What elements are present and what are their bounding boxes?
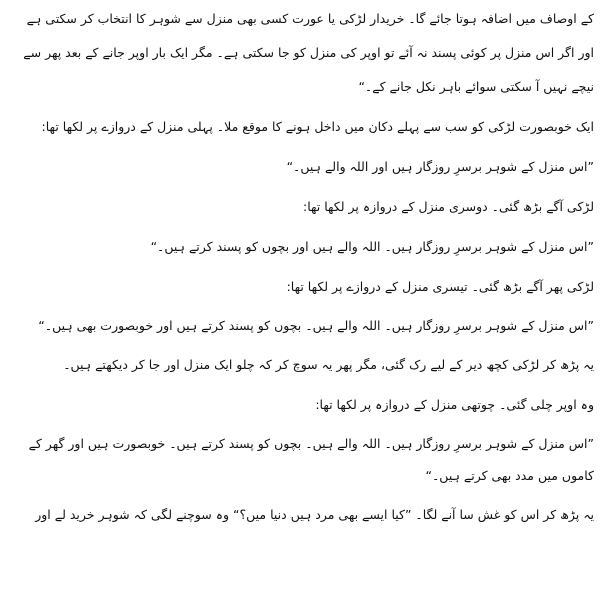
paragraph-floor-4-intro: وہ اوپر چلی گئی۔ چوتھی منزل کے دروازہ پر لکھا تھا:: [315, 397, 594, 412]
paragraph-floor-3-intro: لڑکی پھر آگے بڑھ گئی۔ تیسری منزل کے دروازے پر لکھا تھا:: [286, 279, 594, 294]
paragraph-girl-enters: ایک خوبصورت لڑکی کو سب سے پہلے دکان میں داخل ہونے کا موقع ملا۔ پہلی منزل کے دروازے پر لکھا تھا:: [41, 119, 594, 134]
paragraph-floor-1-sign: ”اس منزل کے شوہر برسرِ روزگار ہیں اور اللہ والے ہیں۔“: [286, 159, 594, 174]
paragraph-girl-faints: یہ پڑھ کر اس کو غش سا آنے لگا۔ ”کیا ایسے بھی مرد ہیں دنیا میں؟“ وہ سوچنے لگی کہ شوہر خرید لے اور: [35, 507, 594, 522]
paragraph-floor-3-sign: ”اس منزل کے شوہر برسرِ روزگار ہیں۔ اللہ والے ہیں۔ بچوں کو پسند کرتے ہیں اور خوبصورت بھی ہیں۔“: [38, 318, 594, 333]
paragraph-floor-4-sign: ”اس منزل کے شوہر برسرِ روزگار ہیں۔ اللہ والے ہیں۔ بچوں کو پسند کرتے ہیں۔ خوبصورت ہیں اور گھر کے کاموں میں مدد بھی کرتے ہیں۔“: [28, 436, 594, 483]
paragraph-girl-pauses: یہ پڑھ کر لڑکی کچھ دیر کے لیے رک گئی، مگر پھر یہ سوچ کر کہ چلو ایک منزل اور جا کر دیکھتے ہیں۔: [63, 357, 594, 372]
paragraph-intro: کے اوصاف میں اضافہ ہوتا جائے گا۔ خریدار لڑکی یا عورت کسی بھی منزل سے شوہر کا انتخاب کر سکتی ہے اور اگر اس منزل پر کوئی پسند نہ آئے تو اوپر کی منزل کو جا سکتی ہے۔ مگر ایک بار اوپر جانے کے بعد پھر سے نیچے نہیں آ سکتی سوائے باہر نکل جانے کے۔“: [23, 11, 594, 94]
paragraph-floor-2-sign: ”اس منزل کے شوہر برسرِ روزگار ہیں۔ اللہ والے ہیں اور بچوں کو پسند کرتے ہیں۔“: [150, 239, 594, 254]
paragraph-floor-2-intro: لڑکی آگے بڑھ گئی۔ دوسری منزل کے دروازہ پر لکھا تھا:: [303, 199, 594, 214]
